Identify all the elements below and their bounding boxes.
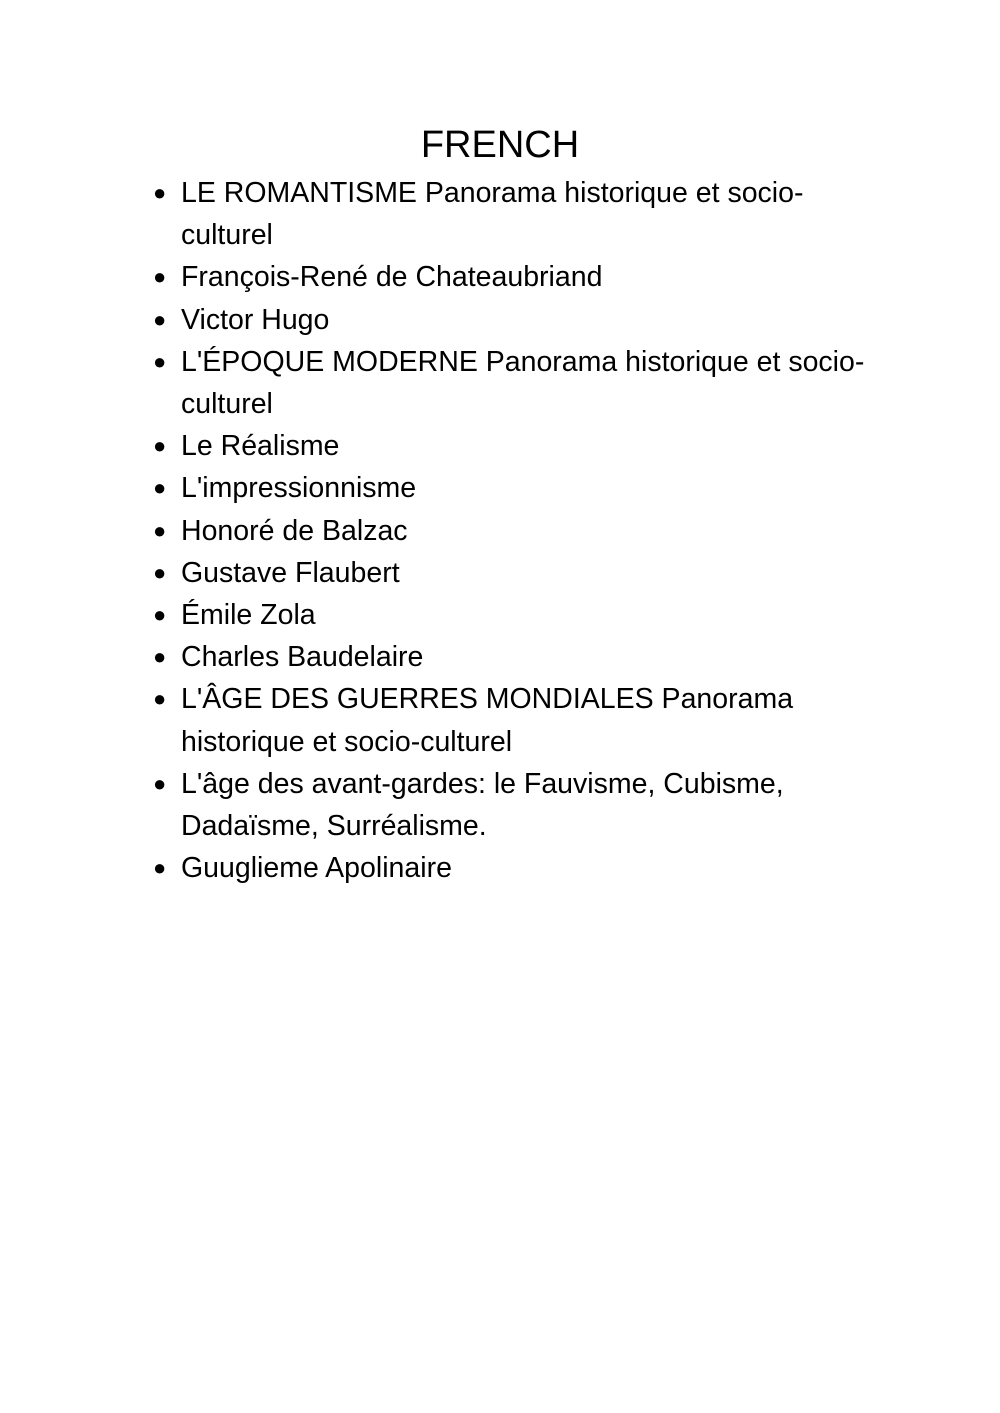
- bullet-icon: ●: [153, 770, 167, 796]
- list-item: [152, 678, 882, 762]
- bullet-icon: ●: [153, 348, 167, 374]
- list-item: [152, 341, 882, 425]
- bullet-icon: ●: [153, 180, 167, 205]
- bullet-icon: ●: [153, 433, 167, 459]
- list-item-text: Charles Baudelaire: [181, 641, 424, 674]
- list-item-text: Honoré de Balzac: [181, 514, 408, 547]
- list-item: [152, 256, 882, 298]
- bullet-icon: ●: [153, 475, 167, 501]
- list-item: [152, 510, 882, 552]
- list-item-text: L'ÉPOQUE MODERNE Panorama historique et socio-culturel: [181, 345, 865, 421]
- list-item: [152, 552, 882, 594]
- list-item-text: Le Réalisme: [181, 430, 340, 463]
- list-item: [152, 636, 882, 678]
- list-item: [152, 467, 882, 509]
- bullet-icon: ●: [153, 644, 167, 670]
- list-item-text: Émile Zola: [181, 599, 316, 632]
- list-item: [152, 847, 882, 889]
- page-title: FRENCH: [420, 124, 580, 166]
- bullet-icon: ●: [153, 855, 167, 881]
- list-item-text: L'ÂGE DES GUERRES MONDIALES Panorama historique et socio-culturel: [181, 683, 794, 758]
- bullet-icon: ●: [153, 264, 167, 290]
- bullet-icon: ●: [153, 686, 167, 712]
- topic-list: [152, 172, 882, 889]
- bullet-icon: ●: [153, 517, 167, 543]
- list-item: [152, 172, 882, 256]
- list-item-text: LE ROMANTISME Panorama historique et socio-culturel: [181, 177, 804, 252]
- list-item-text: Guuglieme Apolinaire: [181, 852, 452, 885]
- list-item: [152, 594, 882, 636]
- list-item-text: L'impressionnisme: [181, 472, 417, 505]
- list-item-text: L'âge des avant-gardes: le Fauvisme, Cubisme, Dadaïsme, Surréalisme.: [181, 767, 784, 843]
- list-item-text: Victor Hugo: [181, 303, 330, 336]
- list-item-text: François-René de Chateaubriand: [181, 261, 603, 294]
- list-item: [152, 299, 882, 341]
- list-item-text: Gustave Flaubert: [181, 556, 400, 589]
- bullet-icon: ●: [153, 306, 167, 332]
- list-item: [152, 763, 882, 847]
- bullet-icon: ●: [153, 559, 167, 585]
- list-item: [152, 425, 882, 467]
- bullet-icon: ●: [153, 602, 167, 628]
